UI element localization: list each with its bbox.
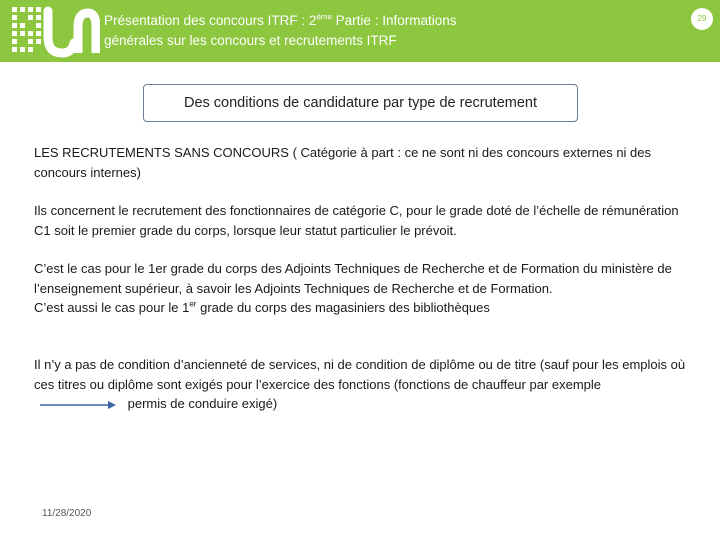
paragraph-recrutements-sans-concours: LES RECRUTEMENTS SANS CONCOURS ( Catégorie à part : ce ne sont ni des concours externes ni des concours internes) (34, 145, 652, 180)
slide-title: Présentation des concours ITRF : 2ème Partie : Informations générales sur les concours et recrutements ITRF (104, 12, 457, 48)
page-number: 29 (691, 8, 713, 30)
section-subtitle: Des conditions de candidature par type de recrutement (143, 84, 578, 122)
university-logo-icon (8, 3, 100, 59)
paragraph-conditions: Il n’y a pas de condition d’ancienneté de services, ni de condition de diplôme ou de titre (sauf pour les emplois où ces titres ou diplôme sont exigés pour l’exercice des fonctions (fonctions de chauffeur par exemple permis de conduire exigé) (34, 357, 686, 411)
slide-header (0, 0, 720, 62)
paragraph-adjoints-techniques: C’est le cas pour le 1er grade du corps des Adjoints Techniques de Recherche et de Formation du ministère de l’enseignement supérieur, à savoir les Adjoints Techniques de Recherche et de Formation. C’est aussi le cas pour le 1er grade du corps des magasiniers des bibliothèques (34, 261, 672, 315)
slide-date: 11/28/2020 (42, 508, 92, 519)
paragraph-categorie-c: Ils concernent le recrutement des fonctionnaires de catégorie C, pour le grade doté de l’échelle de rémunération C1 soit le premier grade du corps, lorsque leur statut particulier le prévoit. (34, 203, 679, 238)
arrow-right-icon (38, 400, 118, 410)
